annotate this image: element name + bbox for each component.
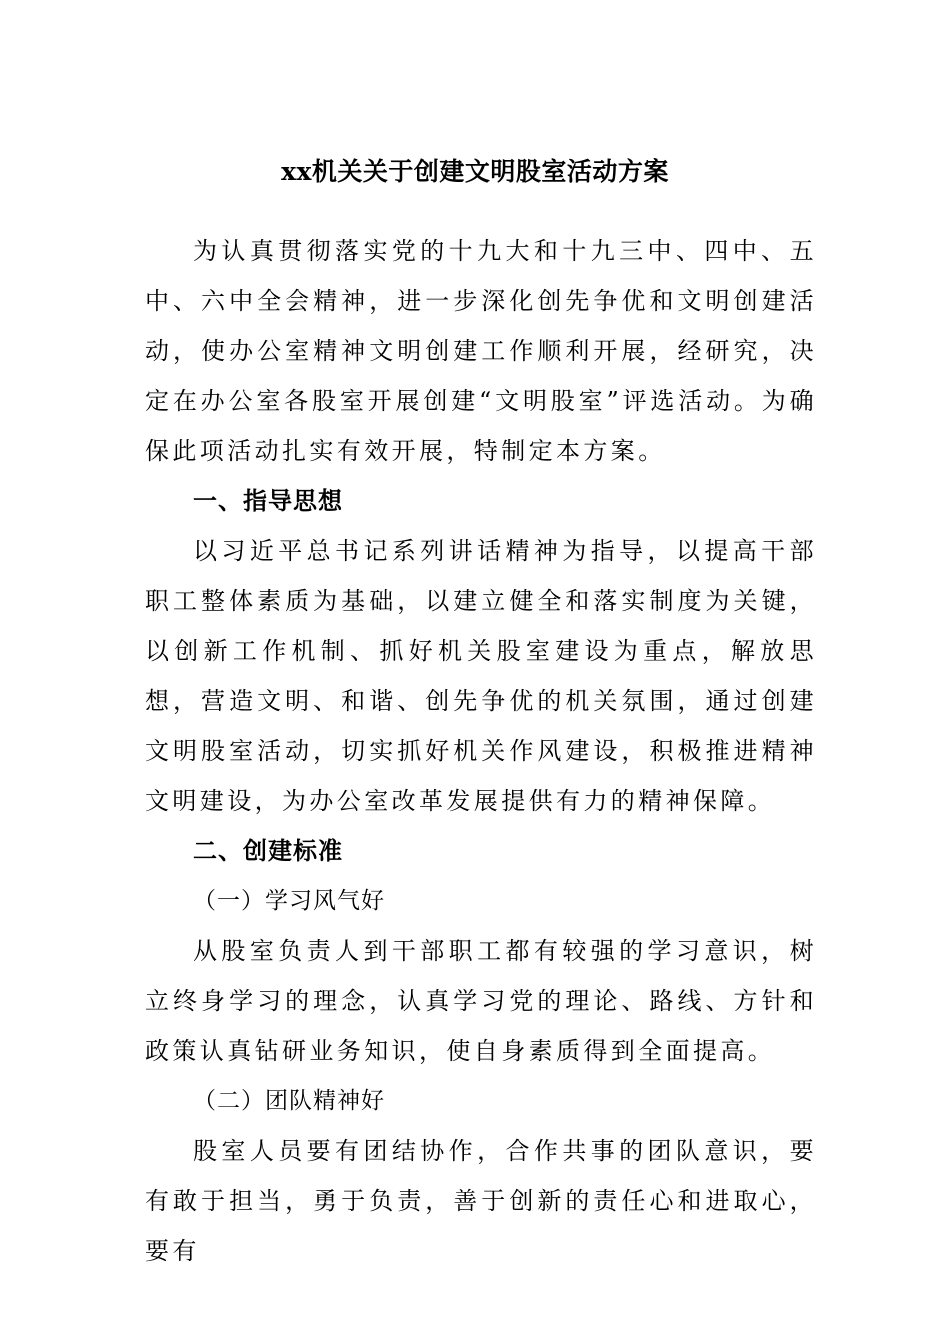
intro-paragraph: 为认真贯彻落实党的十九大和十九三中、四中、五中、六中全会精神，进一步深化创先争优和文明创建活动，使办公室精神文明创建工作顺利开展，经研究，决定在办公室各股室开展创建“文明股室”评选活动。为确保此项活动扎实有效开展，特制定本方案。 [145,237,817,465]
document-title: xx机关关于创建文明股室活动方案 [281,157,669,186]
subheading-team-spirit: （二）团队精神好 [193,1088,385,1114]
subheading-study-atmosphere: （一）学习风气好 [193,888,385,914]
section-heading-guiding-ideology: 一、指导思想 [193,487,343,515]
guiding-ideology-paragraph: 以习近平总书记系列讲话精神为指导，以提高干部职工整体素质为基础，以建立健全和落实制度为关键，以创新工作机制、抓好机关股室建设为重点，解放思想，营造文明、和谐、创先争优的机关氛围，通过创建文明股室活动，切实抓好机关作风建设，积极推进精神文明建设，为办公室改革发展提供有力的精神保障。 [145,537,817,815]
section-heading-standards: 二、创建标准 [193,837,343,865]
study-atmosphere-paragraph: 从股室负责人到干部职工都有较强的学习意识，树立终身学习的理念，认真学习党的理论、路线、方针和政策认真钻研业务知识，使自身素质得到全面提高。 [145,937,817,1065]
team-spirit-paragraph: 股室人员要有团结协作，合作共事的团队意识，要有敢于担当，勇于负责，善于创新的责任心和进取心，要有 [145,1137,817,1265]
